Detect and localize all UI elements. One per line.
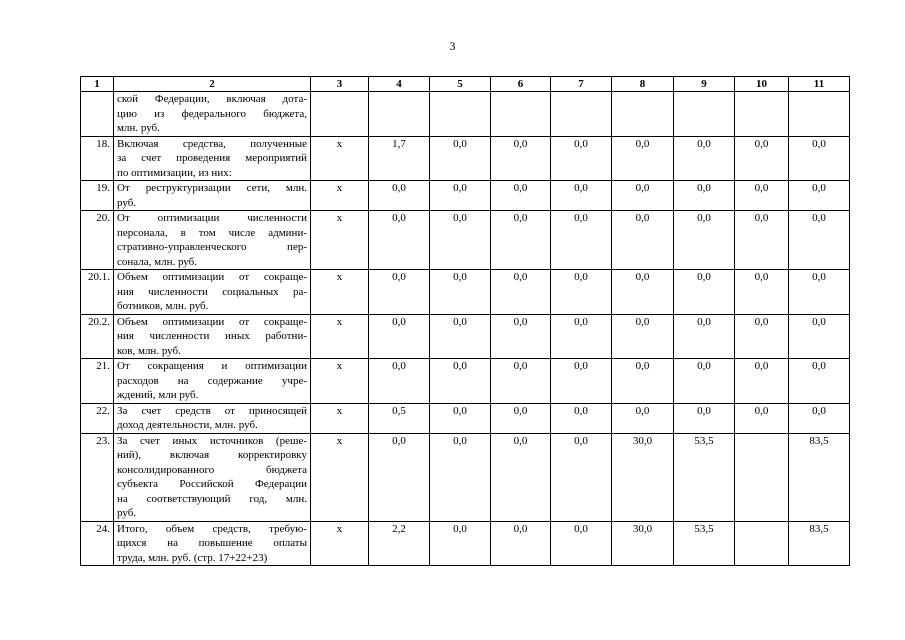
- value-cell: х: [311, 211, 369, 270]
- value-cell: 0,0: [491, 136, 551, 181]
- value-cell: 0,0: [735, 136, 789, 181]
- value-cell: 0,0: [612, 181, 674, 211]
- row-description: Итого, объем средств, требую- щихся на повышение оплаты труда, млн. руб. (стр. 17+22+23): [114, 521, 311, 566]
- value-cell: 0,0: [369, 314, 430, 359]
- column-header: 10: [735, 77, 789, 92]
- table-row: [81, 359, 850, 404]
- value-cell: [789, 92, 850, 137]
- table-row: [81, 270, 850, 315]
- value-cell: 0,0: [551, 359, 612, 404]
- row-number: 20.1.: [81, 270, 114, 315]
- value-cell: 0,0: [674, 359, 735, 404]
- column-header: 6: [491, 77, 551, 92]
- column-header: 5: [430, 77, 491, 92]
- value-cell: 0,0: [551, 181, 612, 211]
- value-cell: 0,0: [430, 359, 491, 404]
- table-row: [81, 314, 850, 359]
- row-description: Объем оптимизации от сокраще- ния численности иных работни- ков, млн. руб.: [114, 314, 311, 359]
- value-cell: 0,0: [369, 433, 430, 521]
- value-cell: 0,0: [491, 359, 551, 404]
- value-cell: 0,0: [735, 403, 789, 433]
- value-cell: 0,0: [430, 403, 491, 433]
- value-cell: 0,0: [430, 433, 491, 521]
- row-number: 20.2.: [81, 314, 114, 359]
- value-cell: 0,0: [674, 136, 735, 181]
- row-description: ской Федерации, включая дота- цию из федерального бюджета, млн. руб.: [114, 92, 311, 137]
- value-cell: 0,0: [789, 403, 850, 433]
- value-cell: 0,0: [369, 359, 430, 404]
- table-row: [81, 403, 850, 433]
- value-cell: х: [311, 270, 369, 315]
- value-cell: 0,0: [674, 314, 735, 359]
- value-cell: [311, 92, 369, 137]
- table-row: [81, 211, 850, 270]
- value-cell: 0,0: [789, 211, 850, 270]
- value-cell: 0,0: [551, 136, 612, 181]
- value-cell: 0,0: [491, 314, 551, 359]
- table-row: [81, 521, 850, 566]
- column-header: 3: [311, 77, 369, 92]
- row-description: За счет средств от приносящей доход деятельности, млн. руб.: [114, 403, 311, 433]
- value-cell: 0,0: [612, 314, 674, 359]
- value-cell: 0,0: [551, 211, 612, 270]
- value-cell: 0,0: [551, 270, 612, 315]
- value-cell: 0,0: [735, 181, 789, 211]
- value-cell: 2,2: [369, 521, 430, 566]
- value-cell: х: [311, 136, 369, 181]
- value-cell: 0,0: [789, 270, 850, 315]
- value-cell: [430, 92, 491, 137]
- column-header: 11: [789, 77, 850, 92]
- value-cell: 0,0: [491, 211, 551, 270]
- value-cell: [551, 92, 612, 137]
- value-cell: 0,0: [551, 433, 612, 521]
- row-number: [81, 92, 114, 137]
- value-cell: 30,0: [612, 433, 674, 521]
- table-row: [81, 92, 850, 137]
- value-cell: х: [311, 359, 369, 404]
- value-cell: 0,0: [612, 211, 674, 270]
- table-row: [81, 433, 850, 521]
- row-number: 21.: [81, 359, 114, 404]
- value-cell: 53,5: [674, 521, 735, 566]
- value-cell: 0,0: [430, 136, 491, 181]
- value-cell: 0,0: [735, 359, 789, 404]
- value-cell: 83,5: [789, 433, 850, 521]
- page-number: 3: [449, 39, 456, 53]
- value-cell: 0,0: [369, 181, 430, 211]
- value-cell: 0,0: [491, 403, 551, 433]
- value-cell: х: [311, 433, 369, 521]
- value-cell: 0,0: [430, 314, 491, 359]
- value-cell: 0,0: [789, 314, 850, 359]
- value-cell: [735, 92, 789, 137]
- value-cell: 0,0: [430, 521, 491, 566]
- value-cell: [735, 433, 789, 521]
- row-number: 18.: [81, 136, 114, 181]
- value-cell: х: [311, 521, 369, 566]
- value-cell: 0,0: [369, 270, 430, 315]
- table-row: [81, 181, 850, 211]
- header-row: [81, 77, 850, 92]
- row-description: Объем оптимизации от сокраще- ния численности социальных ра- ботников, млн. руб.: [114, 270, 311, 315]
- value-cell: 0,0: [789, 181, 850, 211]
- row-description: От оптимизации численности персонала, в том числе админи- стративно-управленческого пер- сонала, млн. руб.: [114, 211, 311, 270]
- row-description: За счет иных источников (реше- ний), включая корректировку консолидированного бюджета субъекта Российской Федерации на соответствующий год, млн. руб.: [114, 433, 311, 521]
- value-cell: 0,0: [551, 521, 612, 566]
- value-cell: 0,0: [551, 403, 612, 433]
- column-header: 8: [612, 77, 674, 92]
- column-header: 1: [81, 77, 114, 92]
- value-cell: 0,5: [369, 403, 430, 433]
- value-cell: 0,0: [789, 359, 850, 404]
- value-cell: [491, 92, 551, 137]
- value-cell: 0,0: [369, 211, 430, 270]
- value-cell: 0,0: [612, 136, 674, 181]
- column-header: 2: [114, 77, 311, 92]
- value-cell: [674, 92, 735, 137]
- column-header: 9: [674, 77, 735, 92]
- row-number: 22.: [81, 403, 114, 433]
- value-cell: 0,0: [430, 181, 491, 211]
- column-header: 4: [369, 77, 430, 92]
- value-cell: 0,0: [735, 270, 789, 315]
- value-cell: 0,0: [789, 136, 850, 181]
- value-cell: 53,5: [674, 433, 735, 521]
- value-cell: 0,0: [491, 181, 551, 211]
- column-header: 7: [551, 77, 612, 92]
- value-cell: 0,0: [674, 270, 735, 315]
- table-row: [81, 136, 850, 181]
- value-cell: 0,0: [735, 314, 789, 359]
- row-number: 20.: [81, 211, 114, 270]
- value-cell: [612, 92, 674, 137]
- value-cell: 0,0: [491, 433, 551, 521]
- row-number: 24.: [81, 521, 114, 566]
- value-cell: х: [311, 181, 369, 211]
- row-number: 23.: [81, 433, 114, 521]
- value-cell: 0,0: [612, 403, 674, 433]
- value-cell: 0,0: [551, 314, 612, 359]
- value-cell: 0,0: [612, 270, 674, 315]
- data-table: [80, 76, 850, 566]
- row-description: Включая средства, полученные за счет проведения мероприятий по оптимизации, из них:: [114, 136, 311, 181]
- value-cell: 0,0: [430, 211, 491, 270]
- value-cell: 0,0: [674, 211, 735, 270]
- value-cell: 0,0: [674, 403, 735, 433]
- value-cell: 0,0: [735, 211, 789, 270]
- row-description: От сокращения и оптимизации расходов на содержание учре- ждений, млн руб.: [114, 359, 311, 404]
- value-cell: 1,7: [369, 136, 430, 181]
- value-cell: 0,0: [430, 270, 491, 315]
- value-cell: 83,5: [789, 521, 850, 566]
- value-cell: 30,0: [612, 521, 674, 566]
- value-cell: [369, 92, 430, 137]
- value-cell: 0,0: [491, 521, 551, 566]
- value-cell: 0,0: [612, 359, 674, 404]
- value-cell: 0,0: [674, 181, 735, 211]
- value-cell: 0,0: [491, 270, 551, 315]
- value-cell: [735, 521, 789, 566]
- row-number: 19.: [81, 181, 114, 211]
- value-cell: х: [311, 403, 369, 433]
- row-description: От реструктуризации сети, млн. руб.: [114, 181, 311, 211]
- value-cell: х: [311, 314, 369, 359]
